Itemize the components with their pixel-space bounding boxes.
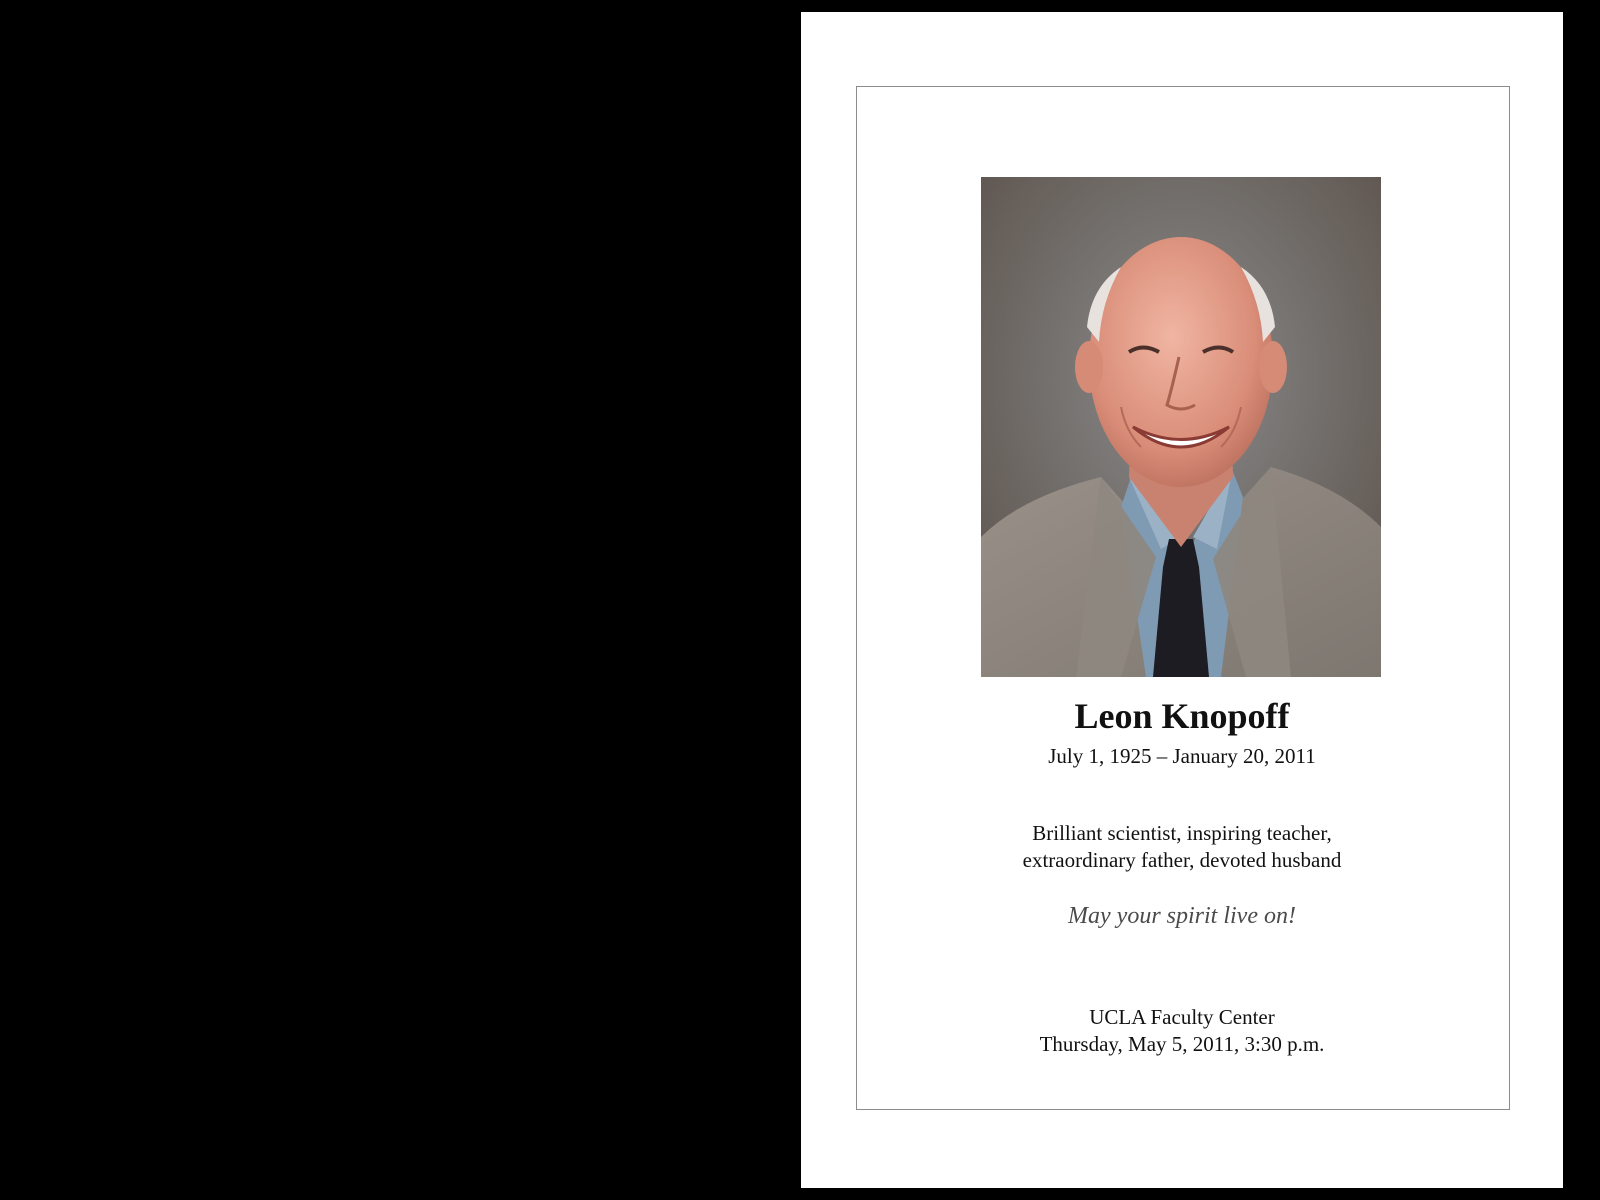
event-venue: UCLA Faculty Center — [1089, 1005, 1275, 1029]
tribute-line-2: extraordinary father, devoted husband — [1022, 848, 1342, 872]
event-datetime: Thursday, May 5, 2011, 3:30 p.m. — [1039, 1032, 1325, 1056]
portrait-photo — [981, 177, 1381, 677]
tribute-line-1: Brilliant scientist, inspiring teacher, — [1032, 821, 1332, 845]
memorial-motto: May your spirit live on! — [1068, 903, 1296, 929]
tribute-text — [801, 820, 1563, 874]
event-details — [801, 1004, 1563, 1058]
portrait-photo-drawing — [981, 177, 1381, 677]
life-dates: July 1, 1925 – January 20, 2011 — [1048, 744, 1316, 768]
document-page — [801, 12, 1563, 1188]
memorial-name: Leon Knopoff — [1074, 696, 1290, 736]
